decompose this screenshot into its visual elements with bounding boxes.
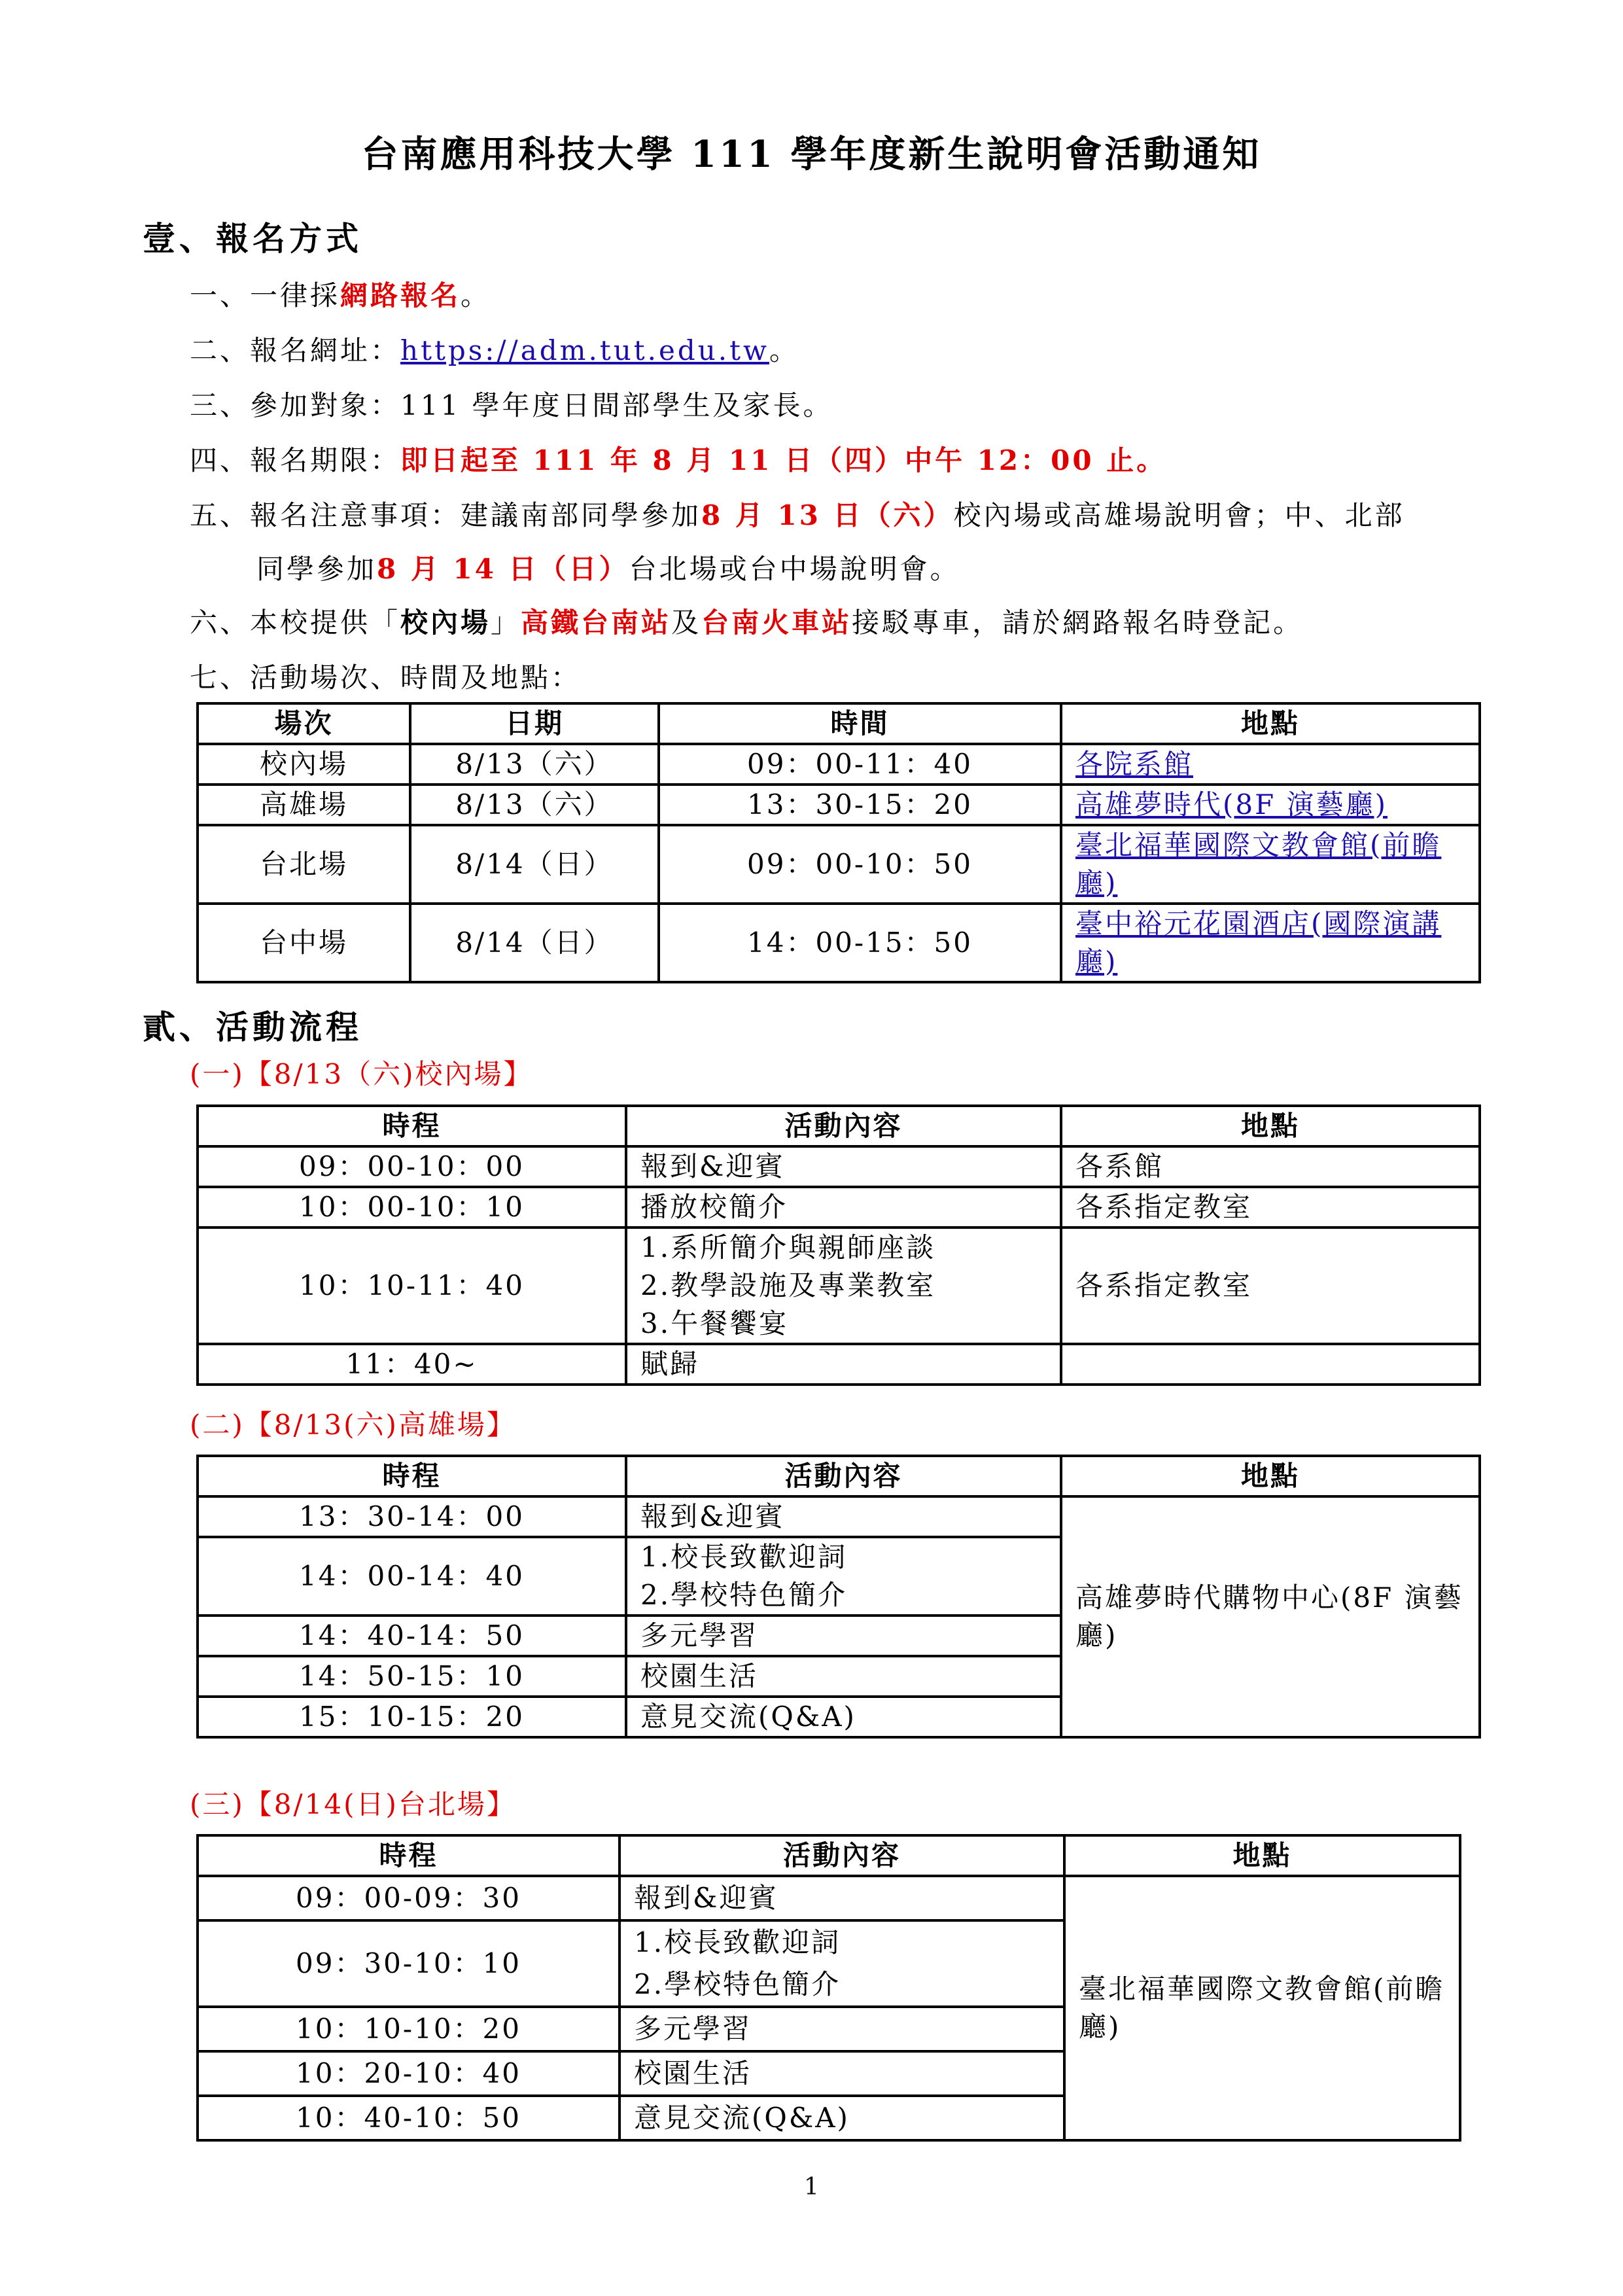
table-header-cell: 時程 xyxy=(198,1835,620,1876)
table-cell: 各系指定教室 xyxy=(1061,1227,1480,1344)
section-2-heading: 貳、活動流程 xyxy=(143,1008,362,1046)
venue-link[interactable]: 臺中裕元花園酒店(國際演講廳) xyxy=(1075,908,1442,978)
table-row xyxy=(198,904,1480,982)
table-cell: 09：00-10：50 xyxy=(659,825,1061,904)
item-4: 四、報名期限：即日起至 111 年 8 月 11 日（四）中午 12：00 止。 xyxy=(190,444,1167,476)
kaohsiung-schedule-table xyxy=(196,1455,1481,1739)
item-7: 七、活動場次、時間及地點： xyxy=(190,662,582,694)
cell-line: 1.系所簡介與親師座談 xyxy=(640,1231,936,1263)
table-cell: 8/13（六） xyxy=(410,744,659,785)
table-row xyxy=(198,1187,1480,1227)
table-cell: 各系指定教室 xyxy=(1061,1187,1480,1227)
venue-link[interactable]: 臺北福華國際文教會館(前瞻廳) xyxy=(1075,829,1442,899)
table-header-cell: 活動內容 xyxy=(626,1456,1061,1496)
cell-line: 2.教學設施及專業教室 xyxy=(640,1269,936,1301)
sessions-table xyxy=(196,702,1481,983)
subsection-1-title: (一)【8/13（六)校內場】 xyxy=(190,1058,533,1090)
table-cell: 15：10-15：20 xyxy=(198,1697,626,1737)
table-cell: 09：00-10：00 xyxy=(198,1146,626,1187)
table-cell: 8/13（六） xyxy=(410,785,659,825)
table-cell: 報到&迎賓 xyxy=(620,1876,1064,1920)
table-cell: 09：30-10：10 xyxy=(198,1920,620,2007)
table-cell: 10：20-10：40 xyxy=(198,2051,620,2096)
table-cell xyxy=(1061,904,1480,982)
table-row xyxy=(198,785,1480,825)
table-cell xyxy=(626,1227,1061,1344)
table-cell: 13：30-15：20 xyxy=(659,785,1061,825)
campus-schedule-table xyxy=(196,1104,1481,1386)
item-2: 二、報名網址：https://adm.tut.edu.tw。 xyxy=(190,334,799,366)
table-header-row xyxy=(198,1106,1480,1146)
table-row xyxy=(198,1227,1480,1344)
table-header-row xyxy=(198,1456,1480,1496)
item-6: 六、本校提供「校內場」高鐵台南站及台南火車站接駁專車，請於網路報名時登記。 xyxy=(190,607,1304,639)
table-header-cell: 時程 xyxy=(198,1106,626,1146)
cell-line: 1.校長致歡迎詞 xyxy=(640,1541,848,1573)
table-header-cell: 地點 xyxy=(1061,1456,1480,1496)
table-header-cell: 日期 xyxy=(410,703,659,744)
table-cell: 報到&迎賓 xyxy=(626,1146,1061,1187)
table-cell: 14：40-14：50 xyxy=(198,1616,626,1656)
table-cell xyxy=(626,1537,1061,1616)
table-cell: 校園生活 xyxy=(620,2051,1064,2096)
table-header-cell: 時程 xyxy=(198,1456,626,1496)
table-cell xyxy=(620,1920,1064,2007)
table-cell: 報到&迎賓 xyxy=(626,1496,1061,1537)
table-header-row xyxy=(198,703,1480,744)
table-cell: 14：00-15：50 xyxy=(659,904,1061,982)
table-cell: 各系館 xyxy=(1061,1146,1480,1187)
table-cell: 台北場 xyxy=(198,825,410,904)
document-title: 台南應用科技大學 111 學年度新生說明會活動通知 xyxy=(361,133,1262,176)
subsection-3-title: (三)【8/14(日)台北場】 xyxy=(190,1788,516,1820)
section-1-heading: 壹、報名方式 xyxy=(143,219,362,258)
table-cell: 臺北福華國際文教會館(前瞻廳) xyxy=(1064,1876,1460,2140)
table-cell: 09：00-11：40 xyxy=(659,744,1061,785)
table-cell: 多元學習 xyxy=(620,2007,1064,2051)
table-cell: 10：10-10：20 xyxy=(198,2007,620,2051)
table-cell: 10：00-10：10 xyxy=(198,1187,626,1227)
taipei-schedule-table xyxy=(196,1834,1461,2142)
table-header-cell: 地點 xyxy=(1061,703,1480,744)
table-cell: 8/14（日） xyxy=(410,825,659,904)
table-cell: 意見交流(Q&A) xyxy=(620,2096,1064,2140)
table-cell: 台中場 xyxy=(198,904,410,982)
table-header-cell: 地點 xyxy=(1064,1835,1460,1876)
table-cell: 14：50-15：10 xyxy=(198,1656,626,1697)
table-cell: 高雄場 xyxy=(198,785,410,825)
table-cell xyxy=(1061,825,1480,904)
table-cell: 09：00-09：30 xyxy=(198,1876,620,1920)
table-header-cell: 活動內容 xyxy=(620,1835,1064,1876)
table-cell: 意見交流(Q&A) xyxy=(626,1697,1061,1737)
item-5: 五、報名注意事項：建議南部同學參加8 月 13 日（六）校內場或高雄場說明會；中、北部 xyxy=(190,499,1405,531)
page-number: 1 xyxy=(804,2174,819,2200)
cell-line: 2.學校特色簡介 xyxy=(634,1968,841,2000)
table-header-cell: 時間 xyxy=(659,703,1061,744)
table-row xyxy=(198,1344,1480,1385)
table-cell: 8/14（日） xyxy=(410,904,659,982)
table-header-row xyxy=(198,1835,1460,1876)
venue-link[interactable]: 高雄夢時代(8F 演藝廳) xyxy=(1075,788,1387,821)
cell-line: 1.校長致歡迎詞 xyxy=(634,1926,841,1958)
table-cell: 14：00-14：40 xyxy=(198,1537,626,1616)
table-cell xyxy=(1061,785,1480,825)
table-cell: 校內場 xyxy=(198,744,410,785)
table-row xyxy=(198,1496,1480,1537)
table-header-cell: 地點 xyxy=(1061,1106,1480,1146)
table-cell: 高雄夢時代購物中心(8F 演藝廳) xyxy=(1061,1496,1480,1737)
venue-link[interactable]: 各院系館 xyxy=(1075,748,1194,780)
table-row xyxy=(198,1146,1480,1187)
table-cell: 多元學習 xyxy=(626,1616,1061,1656)
table-cell: 10：40-10：50 xyxy=(198,2096,620,2140)
table-cell xyxy=(1061,744,1480,785)
table-header-cell: 活動內容 xyxy=(626,1106,1061,1146)
table-cell xyxy=(1061,1344,1480,1385)
cell-line: 3.午餐饗宴 xyxy=(640,1307,789,1339)
item-3: 三、參加對象：111 學年度日間部學生及家長。 xyxy=(190,389,833,421)
table-row xyxy=(198,744,1480,785)
table-cell: 播放校簡介 xyxy=(626,1187,1061,1227)
table-cell: 賦歸 xyxy=(626,1344,1061,1385)
table-cell: 11：40~ xyxy=(198,1344,626,1385)
table-cell: 13：30-14：00 xyxy=(198,1496,626,1537)
table-header-cell: 場次 xyxy=(198,703,410,744)
registration-link[interactable]: https://adm.tut.edu.tw xyxy=(400,334,769,366)
cell-line: 2.學校特色簡介 xyxy=(640,1579,848,1611)
item-1: 一、一律採網路報名。 xyxy=(190,279,491,311)
item-5-continued: 同學參加8 月 14 日（日）台北場或台中場說明會。 xyxy=(256,553,960,585)
table-row xyxy=(198,825,1480,904)
table-cell: 校園生活 xyxy=(626,1656,1061,1697)
table-cell: 10：10-11：40 xyxy=(198,1227,626,1344)
subsection-2-title: (二)【8/13(六)高雄場】 xyxy=(190,1409,516,1441)
table-row xyxy=(198,1876,1460,1920)
